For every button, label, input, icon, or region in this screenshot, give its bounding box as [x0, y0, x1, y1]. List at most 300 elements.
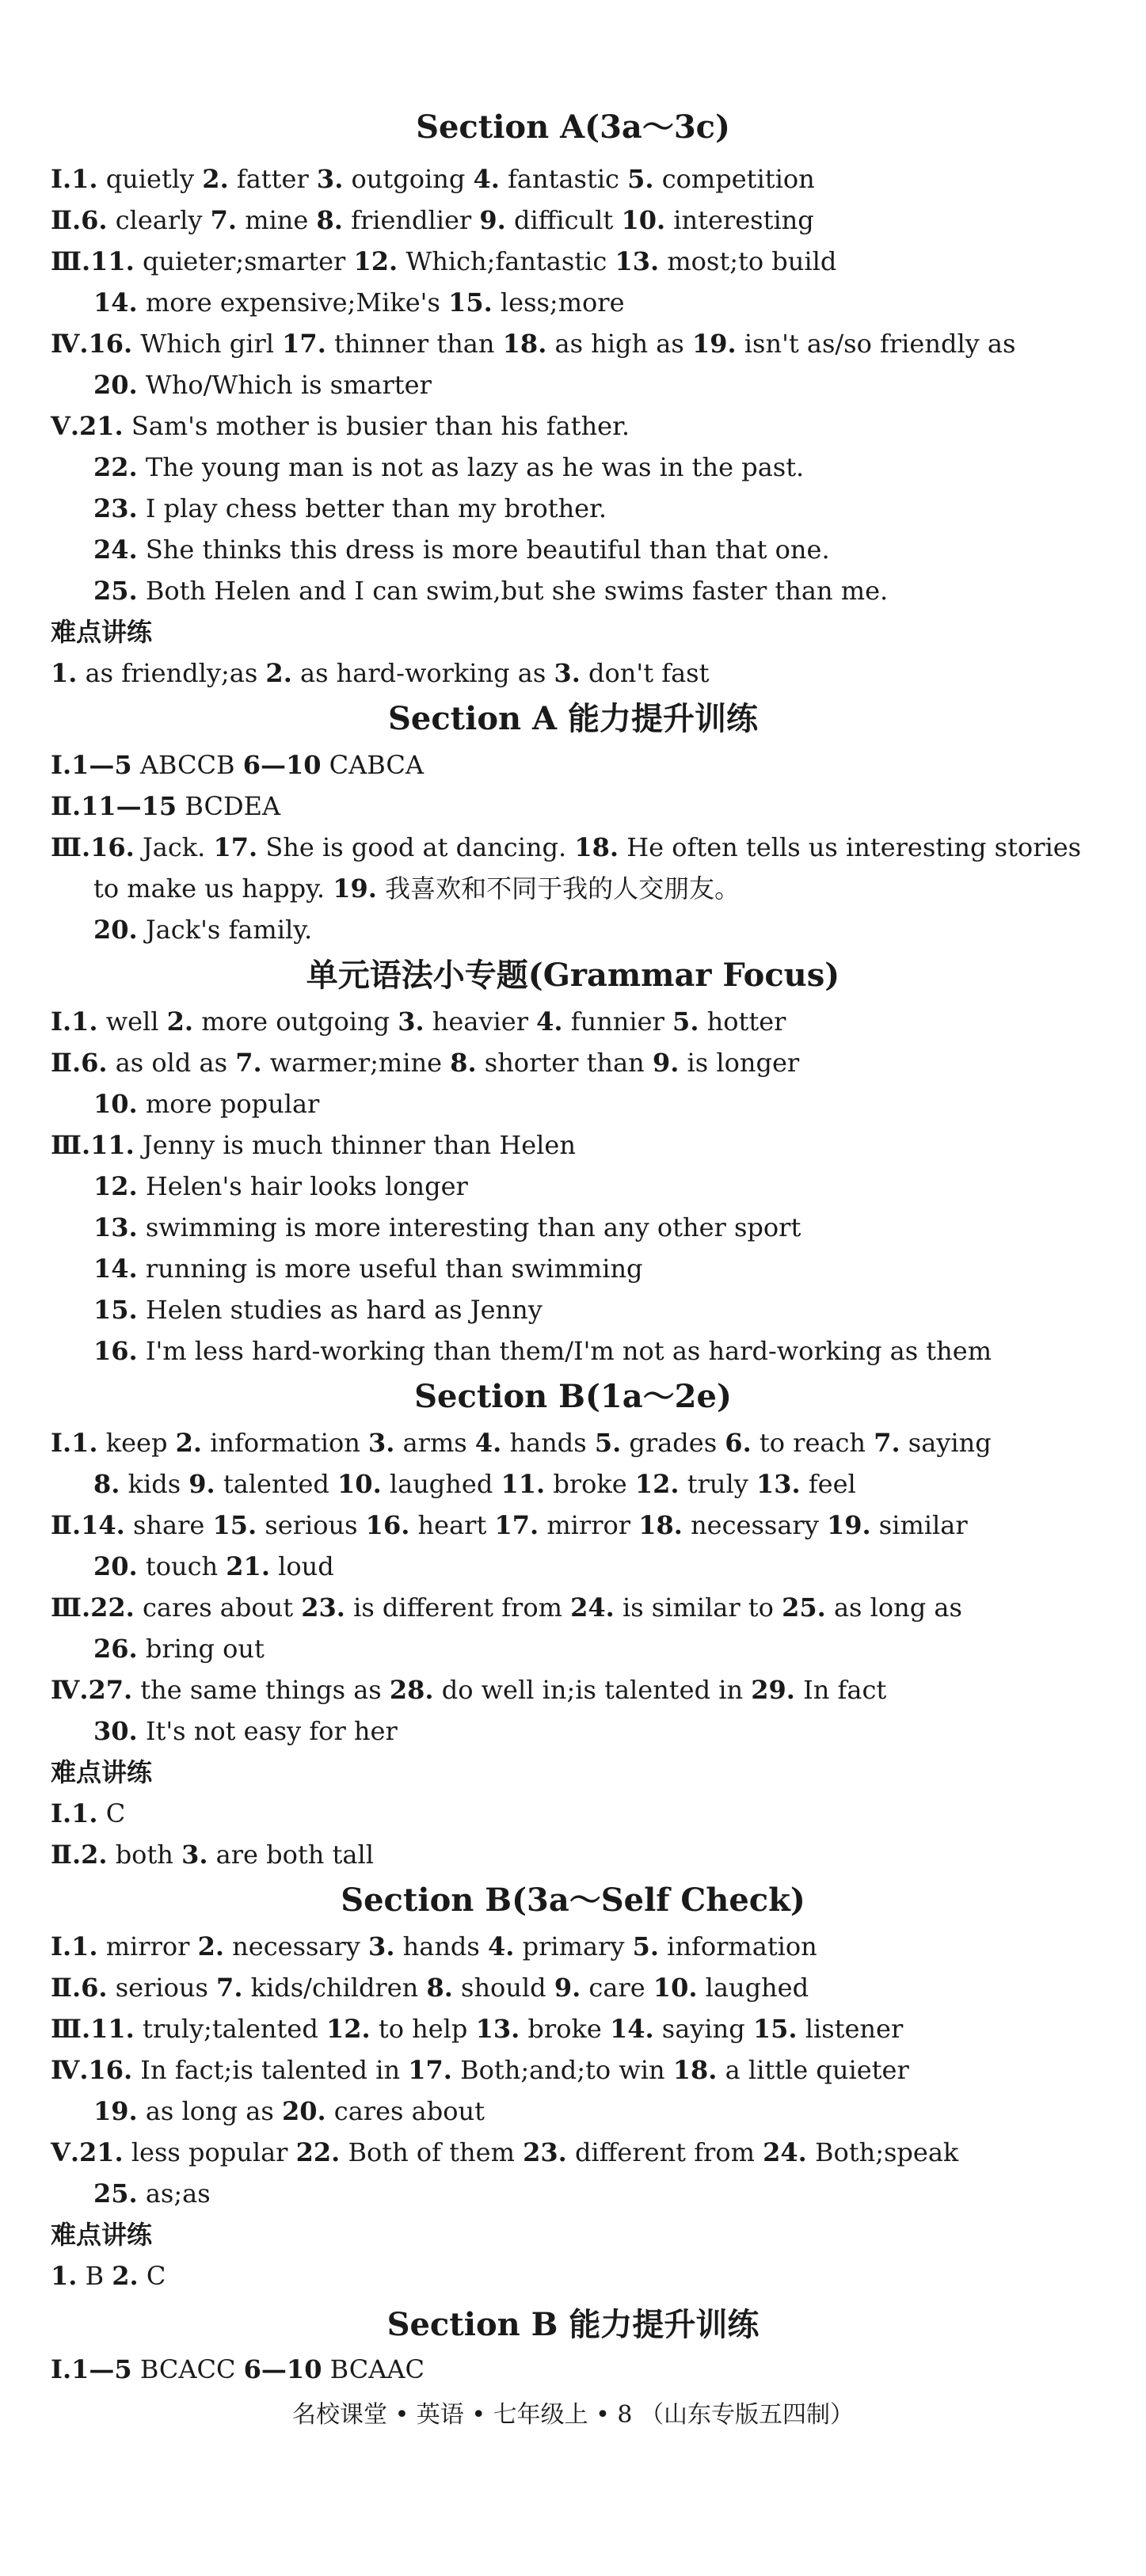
- answer-text: Jenny is much thinner than Helen: [142, 1130, 576, 1160]
- answer-text: It's not easy for her: [145, 1716, 398, 1746]
- answer-text: thinner than: [334, 329, 495, 359]
- answer-line: [51, 2135, 958, 2170]
- item-number: 17.: [282, 329, 326, 359]
- item-number: 11.: [90, 2014, 135, 2044]
- roman-numeral: Ⅱ.: [51, 1510, 82, 1540]
- answer-text: BCAAC: [329, 2354, 425, 2384]
- section-heading: Section B(1a～2e): [414, 1378, 732, 1415]
- item-number: 2.: [197, 1931, 224, 1961]
- item-number: 15.: [448, 287, 493, 318]
- answer-text: truly;talented: [142, 2014, 318, 2044]
- answer-line: [51, 2053, 909, 2087]
- item-number: 6.: [81, 205, 108, 235]
- answer-text: share: [132, 1510, 205, 1540]
- answer-line: [51, 2258, 166, 2293]
- roman-numeral: Ⅱ.: [51, 1840, 82, 1870]
- answer-line: [93, 450, 804, 485]
- answer-text: both: [115, 1840, 173, 1870]
- roman-numeral: Ⅳ.: [51, 329, 89, 359]
- item-number: 20.: [93, 1551, 138, 1581]
- answer-line: [51, 1796, 125, 1831]
- roman-numeral: Ⅰ.: [51, 2354, 72, 2384]
- item-number: 8.: [450, 1048, 477, 1078]
- answer-text: She thinks this dress is more beautiful than that one.: [145, 535, 830, 565]
- answer-text: feel: [808, 1469, 856, 1499]
- answer-line: [51, 1929, 817, 1964]
- answer-text: In fact: [803, 1675, 887, 1705]
- answer-text: Both Helen and I can swim,but she swims faster than me.: [145, 576, 889, 606]
- answer-text: broke: [553, 1469, 627, 1499]
- item-number: 6.: [725, 1428, 752, 1458]
- answer-text: B: [85, 2261, 105, 2291]
- answer-text: truly: [687, 1469, 748, 1499]
- roman-numeral: Ⅰ.: [51, 164, 72, 194]
- answer-line: [93, 912, 312, 947]
- answer-text: saying: [661, 2014, 745, 2044]
- answer-text: should: [461, 1973, 546, 2003]
- answer-text: a little quieter: [725, 2055, 909, 2085]
- item-number: 12.: [353, 246, 398, 276]
- item-number: 20.: [281, 2096, 326, 2126]
- item-number: 7.: [216, 1973, 243, 2003]
- answer-text: interesting: [673, 205, 814, 235]
- answer-text: ABCCB: [139, 750, 235, 780]
- answer-line: [93, 1251, 643, 1286]
- answer-text: cares about: [333, 2096, 485, 2126]
- answer-line: [93, 285, 625, 320]
- answer-line: [51, 1672, 886, 1707]
- item-number: 13.: [615, 246, 660, 276]
- item-number: 1—5: [71, 2354, 132, 2384]
- section-heading: 单元语法小专题(Grammar Focus): [306, 957, 840, 994]
- answer-text: touch: [145, 1551, 219, 1581]
- answer-text: Both;and;to win: [460, 2055, 665, 2085]
- subsection-label: 难点讲练: [51, 617, 153, 647]
- answer-line: [93, 1334, 992, 1368]
- item-number: 5.: [672, 1006, 699, 1037]
- item-number: 19.: [826, 1510, 871, 1540]
- answer-text: I'm less hard-working than them/I'm not as hard-working as them: [145, 1336, 992, 1366]
- answer-text: hands: [509, 1428, 587, 1458]
- answer-text: cares about: [142, 1592, 294, 1623]
- item-number: 1.: [51, 2261, 78, 2291]
- answer-text: the same things as: [140, 1675, 382, 1705]
- answer-line: [93, 2176, 211, 2211]
- item-number: 12.: [326, 2014, 371, 2044]
- roman-numeral: Ⅰ.: [51, 1931, 72, 1961]
- answer-text: clearly: [115, 205, 203, 235]
- answer-text: as long as: [833, 1592, 962, 1623]
- item-number: 11.: [90, 246, 135, 276]
- roman-numeral: Ⅱ.: [51, 1048, 82, 1078]
- item-number: 10.: [653, 1973, 698, 2003]
- answer-line: [51, 656, 709, 691]
- answer-line: [51, 830, 1081, 865]
- answer-text: mine: [245, 205, 309, 235]
- answer-text: He often tells us interesting stories: [626, 832, 1082, 862]
- item-number: 22.: [90, 1592, 135, 1623]
- item-number: 14.: [93, 287, 138, 318]
- answer-text: fatter: [236, 164, 309, 194]
- item-number: 2.: [112, 2261, 139, 2291]
- item-number: 17.: [213, 832, 258, 862]
- answer-text: Helen studies as hard as Jenny: [145, 1295, 543, 1325]
- answer-text: as old as: [115, 1048, 228, 1078]
- answer-text: different from: [574, 2137, 755, 2167]
- answer-text: do well in;is talented in: [441, 1675, 744, 1705]
- item-number: 1.: [71, 164, 98, 194]
- item-number: 8.: [316, 205, 343, 235]
- item-number: 15.: [752, 2014, 798, 2044]
- answer-text: swimming is more interesting than any other sport: [145, 1212, 801, 1242]
- item-number: 20.: [93, 915, 138, 945]
- answer-line: [51, 409, 630, 443]
- item-number: 16.: [93, 1336, 138, 1366]
- answer-text: Jack.: [142, 832, 206, 862]
- answer-line: [93, 1169, 468, 1204]
- section-heading: Section A 能力提升训练: [387, 700, 758, 737]
- answer-text: quieter;smarter: [142, 246, 346, 276]
- answer-line: [51, 748, 424, 782]
- roman-numeral: Ⅰ.: [51, 1428, 72, 1458]
- answer-text: isn't as/so friendly as: [744, 329, 1016, 359]
- answer-line: [51, 162, 815, 196]
- answer-text: saying: [908, 1428, 992, 1458]
- answer-line: [93, 573, 888, 608]
- item-number: 24.: [93, 535, 138, 565]
- answer-text: don't fast: [588, 658, 710, 688]
- answer-text: loud: [278, 1551, 334, 1581]
- answer-text: She is good at dancing.: [265, 832, 567, 862]
- answer-text: bring out: [145, 1634, 265, 1664]
- answer-text: laughed: [705, 1973, 809, 2003]
- item-number: 3.: [368, 1428, 395, 1458]
- answer-text: fantastic: [508, 164, 619, 194]
- answer-text: heart: [417, 1510, 487, 1540]
- answer-text: Both of them: [348, 2137, 515, 2167]
- answer-text: arms: [402, 1428, 467, 1458]
- answer-text: necessary: [232, 1931, 360, 1961]
- answer-text: as;as: [145, 2178, 211, 2209]
- answer-text: information: [667, 1931, 817, 1961]
- item-number: 1.: [71, 1931, 98, 1961]
- item-number: 15.: [93, 1295, 138, 1325]
- roman-numeral: Ⅴ.: [51, 2137, 79, 2167]
- item-number: 1—5: [71, 750, 132, 780]
- answer-text: hands: [402, 1931, 480, 1961]
- item-number: 25.: [93, 576, 138, 606]
- item-number: 13.: [475, 2014, 520, 2044]
- item-number: 8.: [426, 1973, 453, 2003]
- item-number: 23.: [523, 2137, 567, 2167]
- answer-line: [51, 326, 1015, 361]
- answer-text: I play chess better than my brother.: [145, 493, 607, 523]
- answer-text: is longer: [687, 1048, 800, 1078]
- answer-text: serious: [265, 1510, 358, 1540]
- answer-text: running is more useful than swimming: [145, 1254, 643, 1284]
- item-number: 6.: [81, 1048, 108, 1078]
- item-number: 16.: [365, 1510, 410, 1540]
- answer-text: CABCA: [329, 750, 424, 780]
- answer-text: outgoing: [351, 164, 466, 194]
- item-number: 27.: [88, 1675, 133, 1705]
- answer-line: [93, 1631, 265, 1666]
- answer-line: [93, 367, 432, 402]
- roman-numeral: Ⅰ.: [51, 1798, 72, 1828]
- item-number: 14.: [81, 1510, 125, 1540]
- answer-text: hotter: [706, 1006, 786, 1037]
- item-number: 3.: [398, 1006, 425, 1037]
- section-heading: Section B(3a～Self Check): [341, 1882, 805, 1919]
- item-number: 23.: [93, 493, 138, 523]
- answer-text: is similar to: [622, 1592, 774, 1623]
- item-number: 25.: [782, 1592, 826, 1623]
- answer-line: [93, 1467, 856, 1501]
- answer-text: less;more: [500, 287, 625, 318]
- item-number: 5.: [632, 1931, 659, 1961]
- answer-line: [51, 2011, 903, 2046]
- answer-text: mirror: [546, 1510, 631, 1540]
- answer-line: [93, 532, 830, 567]
- roman-numeral: Ⅳ.: [51, 1675, 89, 1705]
- answer-text: to make us happy.: [93, 873, 326, 904]
- item-number: 11.: [501, 1469, 546, 1499]
- answer-line: [51, 1045, 799, 1080]
- answer-text: laughed: [389, 1469, 493, 1499]
- item-number: 19.: [691, 329, 737, 359]
- item-number: 11—15: [81, 791, 177, 821]
- item-number: 21.: [78, 2137, 124, 2167]
- roman-numeral: Ⅳ.: [51, 2055, 89, 2085]
- answer-text: C: [105, 1798, 126, 1828]
- item-number: 25.: [93, 2178, 138, 2209]
- item-number: 10.: [93, 1089, 138, 1119]
- answer-text: quietly: [105, 164, 195, 194]
- roman-numeral: Ⅱ.: [51, 791, 82, 821]
- answer-text: competition: [661, 164, 815, 194]
- item-number: 3.: [554, 658, 581, 688]
- item-number: 14.: [93, 1254, 138, 1284]
- answer-text: less popular: [131, 2137, 288, 2167]
- item-number: 19.: [333, 873, 377, 904]
- answer-text: more expensive;Mike's: [145, 287, 440, 318]
- answer-line: [51, 789, 280, 824]
- item-number: 10.: [621, 205, 666, 235]
- answer-text: broke: [527, 2014, 602, 2044]
- answer-line: [51, 244, 836, 279]
- item-number: 15.: [212, 1510, 257, 1540]
- roman-numeral: Ⅰ.: [51, 1006, 72, 1037]
- item-number: 16.: [88, 329, 133, 359]
- roman-numeral: Ⅰ.: [51, 750, 72, 780]
- item-number: 2.: [202, 164, 229, 194]
- answer-line: [51, 1004, 786, 1039]
- item-number: 2.: [265, 658, 292, 688]
- item-number: 9.: [188, 1469, 215, 1499]
- answer-text: as high as: [554, 329, 684, 359]
- item-number: 13.: [93, 1212, 138, 1242]
- answer-text: talented: [223, 1469, 329, 1499]
- answer-line: [51, 1508, 968, 1543]
- answer-line: [51, 1128, 576, 1162]
- answer-text: grades: [629, 1428, 718, 1458]
- answer-line: [93, 2094, 485, 2129]
- answer-line: [93, 1714, 398, 1748]
- item-number: 3.: [368, 1931, 395, 1961]
- item-number: 18.: [574, 832, 619, 862]
- item-number: 13.: [756, 1469, 801, 1499]
- answer-text: as hard-working as: [300, 658, 546, 688]
- subsection-label: 难点讲练: [51, 1757, 153, 1787]
- item-number: 18.: [672, 2055, 718, 2085]
- item-number: 9.: [652, 1048, 680, 1078]
- answer-text: warmer;mine: [269, 1048, 443, 1078]
- answer-line: [93, 1549, 334, 1584]
- item-number: 8.: [93, 1469, 120, 1499]
- answer-line: [51, 2352, 425, 2387]
- answer-text: heavier: [432, 1006, 528, 1037]
- item-number: 28.: [389, 1675, 434, 1705]
- answer-text: serious: [115, 1973, 208, 2003]
- answer-text: Sam's mother is busier than his father.: [131, 411, 630, 441]
- answer-text: Which;fantastic: [405, 246, 607, 276]
- item-number: 4.: [536, 1006, 563, 1037]
- answer-text: shorter than: [484, 1048, 645, 1078]
- answer-text: to help: [378, 2014, 468, 2044]
- answer-text: mirror: [105, 1931, 190, 1961]
- answer-text: is different from: [353, 1592, 562, 1623]
- item-number: 16.: [88, 2055, 133, 2085]
- answer-text: kids/children: [250, 1973, 419, 2003]
- item-number: 17.: [408, 2055, 452, 2085]
- item-number: 1.: [51, 658, 78, 688]
- answer-line: [93, 1210, 801, 1245]
- item-number: 23.: [301, 1592, 345, 1623]
- answer-text: primary: [522, 1931, 625, 1961]
- item-number: 12.: [93, 1171, 138, 1201]
- answer-text: information: [210, 1428, 360, 1458]
- item-number: 4.: [474, 1428, 502, 1458]
- answer-text: BCDEA: [185, 791, 281, 821]
- item-number: 29.: [751, 1675, 795, 1705]
- answer-text: similar: [878, 1510, 968, 1540]
- item-number: 4.: [473, 164, 500, 194]
- answer-text: care: [588, 1973, 645, 2003]
- item-number: 18.: [502, 329, 547, 359]
- roman-numeral: Ⅲ.: [51, 1130, 91, 1160]
- answer-text: In fact;is talented in: [140, 2055, 401, 2085]
- item-number: 9.: [554, 1973, 581, 2003]
- answer-text: Both;speak: [814, 2137, 959, 2167]
- roman-numeral: Ⅲ.: [51, 1592, 91, 1623]
- item-number: 20.: [93, 370, 138, 400]
- item-number: 21.: [78, 411, 124, 441]
- answer-text: difficult: [513, 205, 614, 235]
- answer-text: funnier: [570, 1006, 664, 1037]
- answer-text: kids: [128, 1469, 181, 1499]
- answer-line: [51, 203, 814, 238]
- roman-numeral: Ⅲ.: [51, 246, 91, 276]
- item-number: 3.: [181, 1840, 208, 1870]
- item-number: 2.: [175, 1428, 203, 1458]
- roman-numeral: Ⅱ.: [51, 205, 82, 235]
- answer-text: as long as: [145, 2096, 274, 2126]
- answer-text: most;to build: [667, 246, 837, 276]
- item-number: 21.: [226, 1551, 270, 1581]
- answer-text: The young man is not as lazy as he was in the past.: [145, 452, 805, 482]
- item-number: 19.: [93, 2096, 138, 2126]
- item-number: 6.: [81, 1973, 108, 2003]
- answer-text: keep: [105, 1428, 168, 1458]
- item-number: 30.: [93, 1716, 138, 1746]
- section-heading: Section A(3a～3c): [416, 108, 730, 146]
- item-number: 7.: [235, 1048, 262, 1078]
- item-number: 18.: [638, 1510, 683, 1540]
- item-number: 9.: [479, 205, 506, 235]
- item-number: 14.: [609, 2014, 654, 2044]
- item-number: 1.: [71, 1428, 98, 1458]
- roman-numeral: Ⅱ.: [51, 1973, 82, 2003]
- answer-text: Who/Which is smarter: [145, 370, 432, 400]
- answer-line: [51, 1425, 992, 1460]
- item-number: 24.: [763, 2137, 807, 2167]
- answer-text: Jack's family.: [145, 915, 313, 945]
- answer-line: [93, 491, 607, 526]
- item-number: 5.: [627, 164, 654, 194]
- answer-line: [93, 1086, 319, 1121]
- item-number: 7.: [210, 205, 238, 235]
- answer-line: [51, 1970, 809, 2005]
- item-number: 7.: [874, 1428, 900, 1458]
- item-number: 17.: [494, 1510, 539, 1540]
- answer-text: C: [146, 2261, 166, 2291]
- item-number: 26.: [93, 1634, 138, 1664]
- item-number: 1.: [71, 1798, 98, 1828]
- answer-line: [51, 1590, 962, 1625]
- item-number: 24.: [570, 1592, 615, 1623]
- item-number: 3.: [316, 164, 344, 194]
- answer-text: well: [105, 1006, 159, 1037]
- roman-numeral: Ⅲ.: [51, 2014, 91, 2044]
- answer-line: [93, 871, 740, 906]
- answer-text: listener: [805, 2014, 904, 2044]
- item-number: 10.: [337, 1469, 382, 1499]
- item-number: 16.: [90, 832, 135, 862]
- answer-text: Helen's hair looks longer: [145, 1171, 468, 1201]
- answer-text: more outgoing: [201, 1006, 390, 1037]
- answer-line: [51, 1837, 374, 1872]
- item-number: 22.: [295, 2137, 341, 2167]
- answer-text: are both tall: [215, 1840, 374, 1870]
- item-number: 2.: [166, 1006, 194, 1037]
- answer-text: 我喜欢和不同于我的人交朋友。: [385, 873, 741, 904]
- answer-text: BCACC: [139, 2354, 236, 2384]
- answer-text: as friendly;as: [85, 658, 258, 688]
- item-number: 4.: [488, 1931, 515, 1961]
- section-heading: Section B 能力提升训练: [386, 2306, 760, 2343]
- subsection-label: 难点讲练: [51, 2220, 153, 2250]
- answer-line: [93, 1292, 543, 1327]
- item-number: 2.: [81, 1840, 108, 1870]
- item-number: 6—10: [242, 750, 322, 780]
- page-footer: 名校课堂 • 英语 • 七年级上 • 8 （山东专版五四制）: [292, 2401, 854, 2429]
- answer-text: to reach: [759, 1428, 866, 1458]
- answer-text: friendlier: [351, 205, 472, 235]
- roman-numeral: Ⅴ.: [51, 411, 79, 441]
- answer-text: more popular: [145, 1089, 320, 1119]
- answer-text: necessary: [691, 1510, 819, 1540]
- item-number: 22.: [93, 452, 138, 482]
